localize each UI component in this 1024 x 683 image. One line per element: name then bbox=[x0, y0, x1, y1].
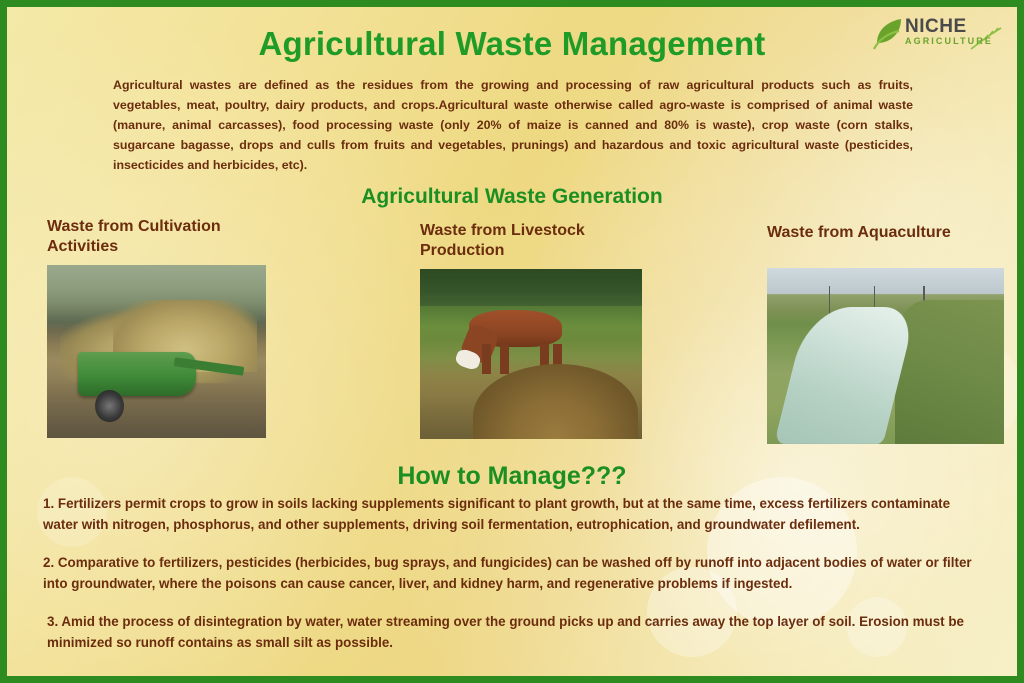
section-title-manage: How to Manage??? bbox=[397, 462, 627, 490]
section-title-generation: Agricultural Waste Generation bbox=[361, 185, 663, 208]
manage-item: 3. Amid the process of disintegration by water, water streaming over the ground picks up and carries away the top layer of soil. Erosion must be minimized so runoff contains as small silt as possible. bbox=[47, 614, 964, 650]
photo-livestock bbox=[420, 269, 642, 439]
manage-item: 1. Fertilizers permit crops to grow in soils lacking supplements significant to plant growth, but at the same time, excess fertilizers contaminate water with nitrogen, phosphorus, and other supplements, driving soil fermentation, eutrophication, and groundwater defilement. bbox=[43, 496, 951, 532]
card-cultivation bbox=[47, 217, 266, 438]
card-title-livestock: Waste from Livestock Production bbox=[420, 222, 585, 259]
card-title-cultivation: Waste from Cultivation Activities bbox=[47, 218, 221, 255]
photo-cultivation bbox=[47, 265, 266, 438]
card-livestock bbox=[420, 221, 642, 439]
card-aquaculture bbox=[767, 223, 1004, 444]
intro-paragraph: Agricultural wastes are defined as the residues from the growing and processing of raw agricultural products such as fruits, vegetables, meat, poultry, dairy products, and crops.Agricultural waste otherwise called agro-waste is comprised of animal waste (manure, animal carcasses), food processing waste (only 20% of maize is canned and 80% is waste), crop waste (corn stalks, sugarcane bagasse, drops and culls from fruits and vegetables, prunings) and hazardous and toxic agricultural waste (pesticides, insecticides and herbicides, etc). bbox=[113, 78, 913, 172]
manage-list bbox=[43, 493, 991, 670]
page-title: Agricultural Waste Management bbox=[258, 25, 766, 62]
photo-aquaculture bbox=[767, 268, 1004, 444]
card-title-aquaculture: Waste from Aquaculture bbox=[767, 224, 951, 241]
brand-name: NICHE bbox=[905, 16, 967, 37]
brand-subtitle: AGRICULTURE bbox=[905, 36, 993, 46]
manage-item: 2. Comparative to fertilizers, pesticides (herbicides, bug sprays, and fungicides) can be washed off by runoff into adjacent bodies of water or filter into groundwater, where the poisons can cause cancer, liver, and kidney harm, and regenerative problems if ingested. bbox=[43, 555, 972, 591]
